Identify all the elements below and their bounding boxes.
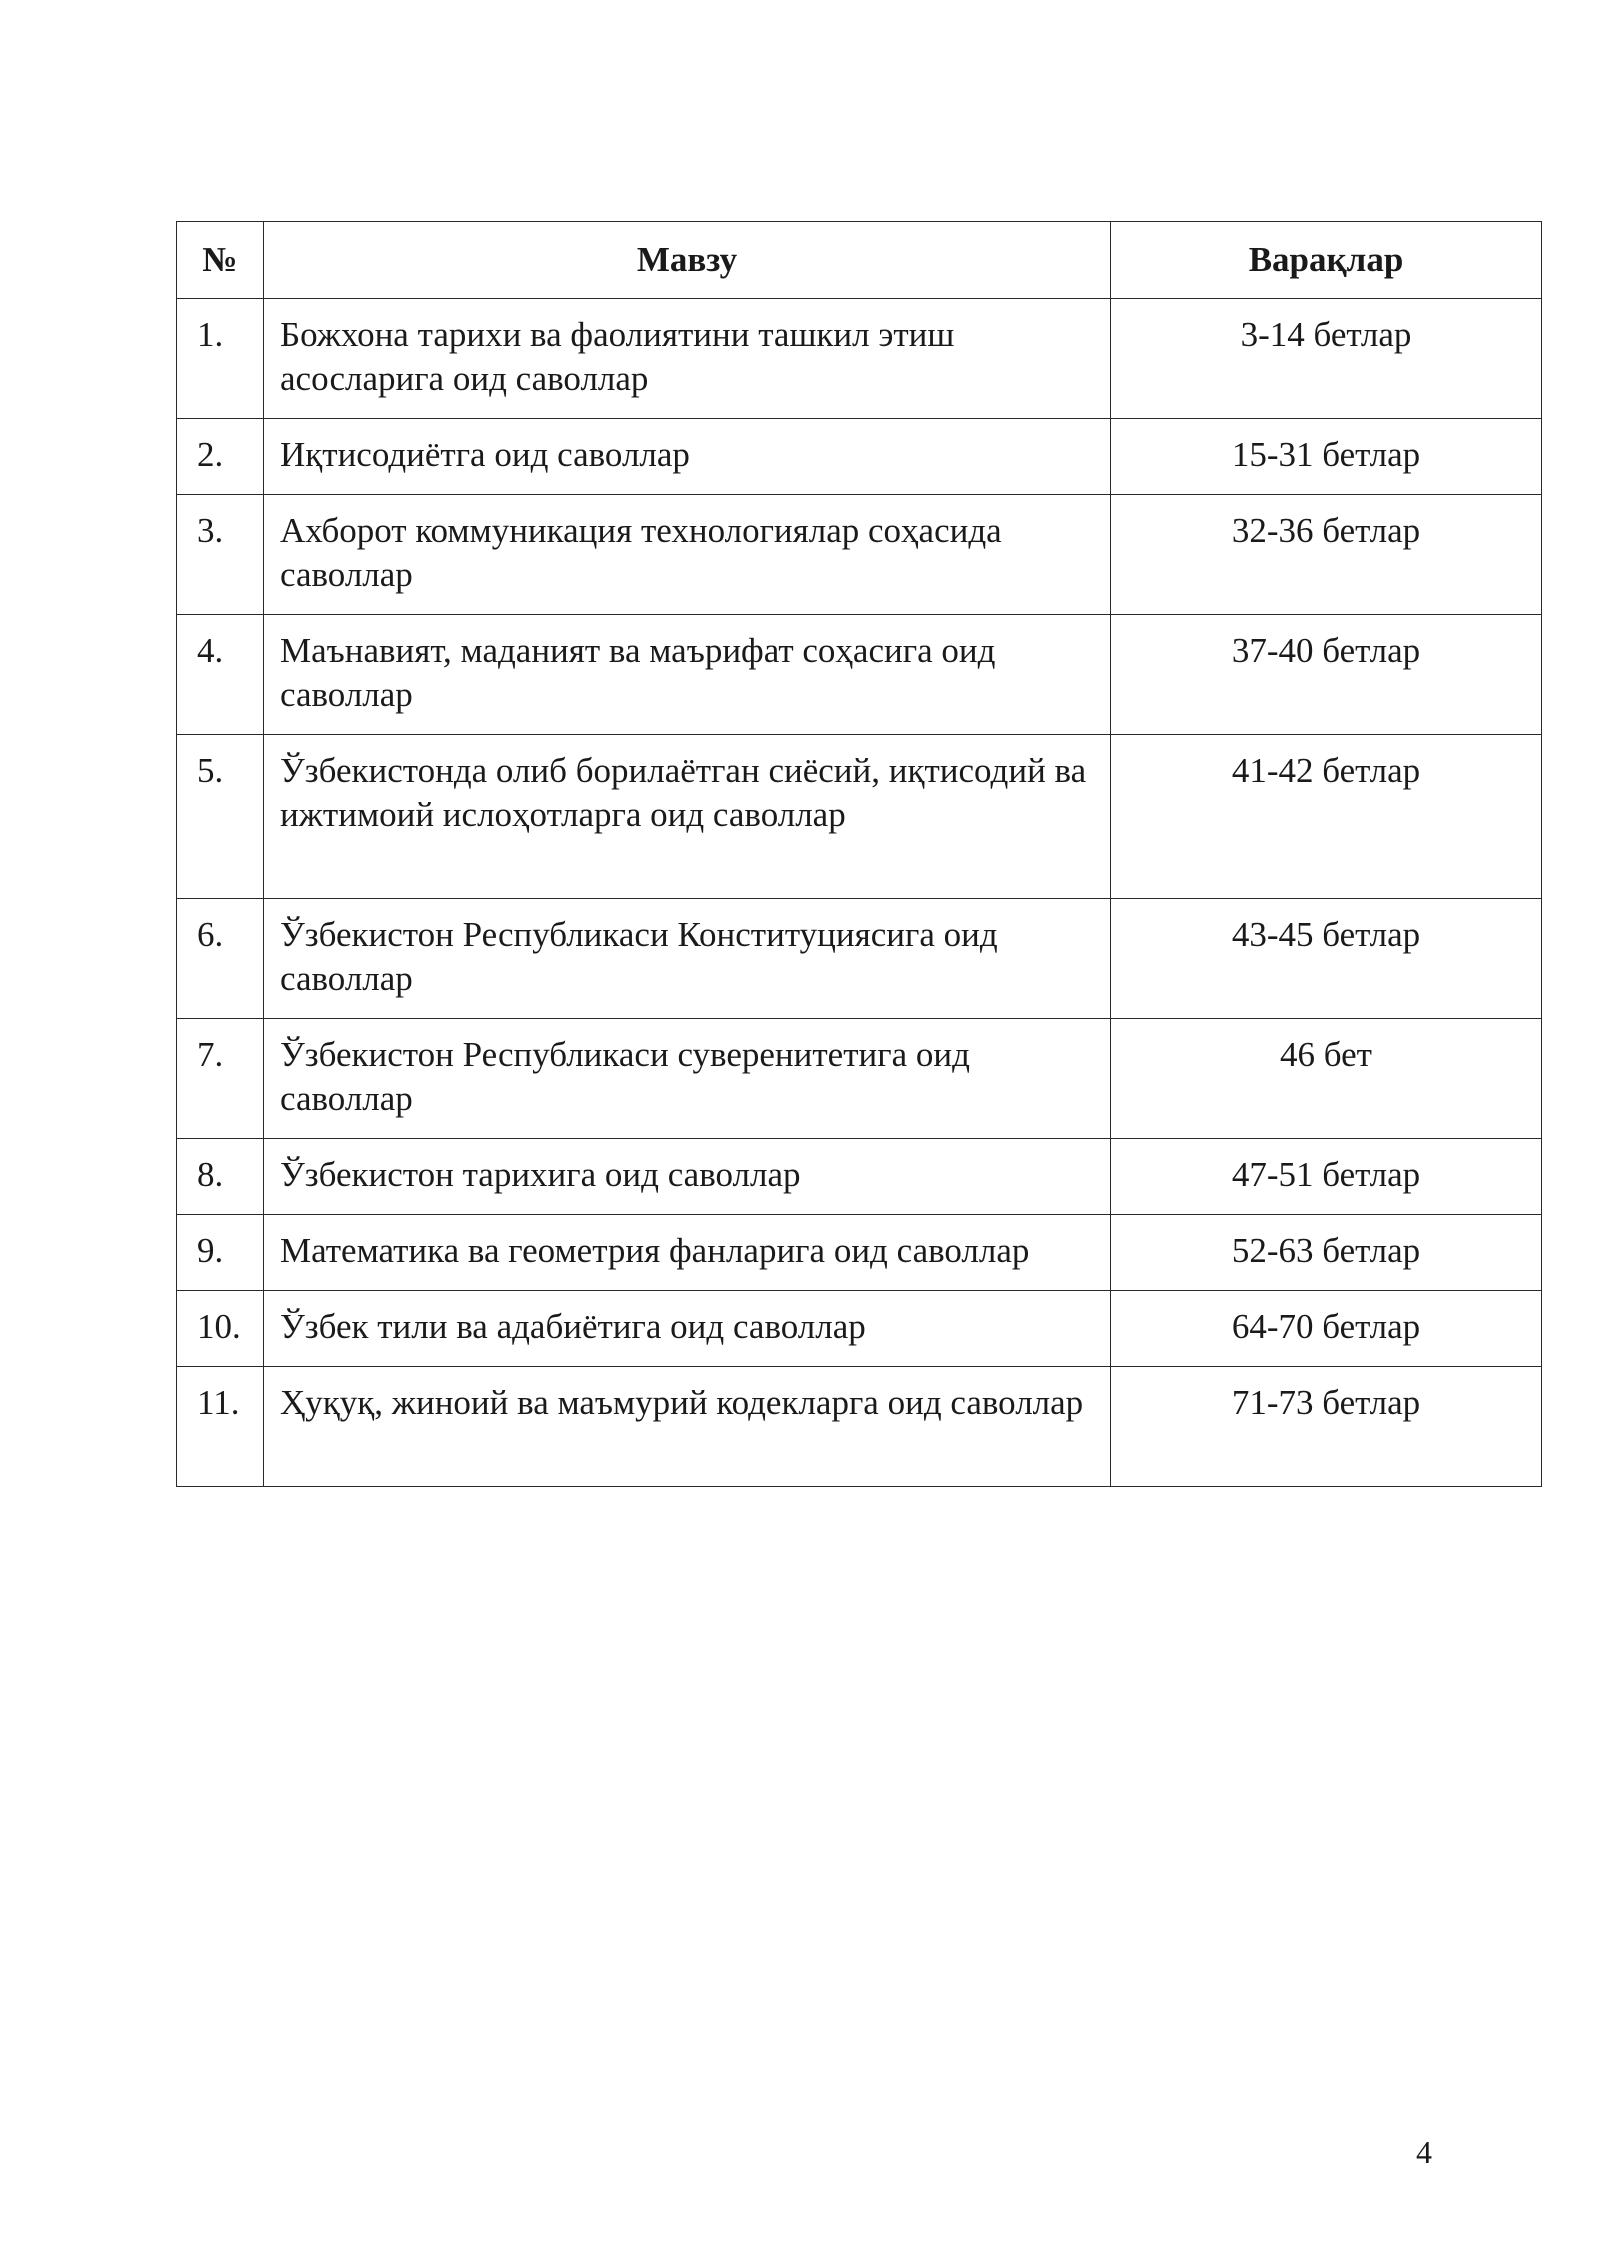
contents-table bbox=[176, 221, 1542, 1487]
row-topic: Божхона тарихи ва фаолиятини ташкил этиш асосларига оид саволлар bbox=[264, 299, 1111, 419]
row-topic: Ўзбекистон тарихига оид саволлар bbox=[264, 1139, 1111, 1215]
table-row bbox=[177, 615, 1542, 735]
row-number: 4. bbox=[177, 615, 264, 735]
table-row bbox=[177, 1215, 1542, 1291]
row-pages: 71-73 бетлар bbox=[1111, 1367, 1542, 1487]
row-topic: Ўзбек тили ва адабиётига оид саволлар bbox=[264, 1291, 1111, 1367]
table-row bbox=[177, 1019, 1542, 1139]
row-number: 3. bbox=[177, 495, 264, 615]
table-row bbox=[177, 1291, 1542, 1367]
table-row bbox=[177, 1139, 1542, 1215]
row-pages: 32-36 бетлар bbox=[1111, 495, 1542, 615]
row-number: 5. bbox=[177, 735, 264, 899]
row-number: 1. bbox=[177, 299, 264, 419]
row-topic: Иқтисодиётга оид саволлар bbox=[264, 419, 1111, 495]
row-topic: Ўзбекистон Республикаси суверенитетига оид саволлар bbox=[264, 1019, 1111, 1139]
table-header-row bbox=[177, 222, 1542, 299]
row-number: 11. bbox=[177, 1367, 264, 1487]
row-topic: Маънавият, маданият ва маърифат соҳасига оид саволлар bbox=[264, 615, 1111, 735]
row-pages: 37-40 бетлар bbox=[1111, 615, 1542, 735]
row-topic: Ахборот коммуникация технологиялар соҳасида саволлар bbox=[264, 495, 1111, 615]
row-topic: Ҳуқуқ, жиноий ва маъмурий кодекларга оид саволлар bbox=[264, 1367, 1111, 1487]
row-number: 7. bbox=[177, 1019, 264, 1139]
header-number: № bbox=[177, 222, 264, 299]
row-number: 9. bbox=[177, 1215, 264, 1291]
row-pages: 46 бет bbox=[1111, 1019, 1542, 1139]
header-topic: Мавзу bbox=[264, 222, 1111, 299]
table-row bbox=[177, 735, 1542, 899]
header-pages: Варақлар bbox=[1111, 222, 1542, 299]
row-pages: 43-45 бетлар bbox=[1111, 899, 1542, 1019]
row-number: 10. bbox=[177, 1291, 264, 1367]
row-topic: Ўзбекистонда олиб борилаётган сиёсий, иқтисодий ва ижтимоий ислоҳотларга оид саволлар bbox=[264, 735, 1111, 899]
row-pages: 64-70 бетлар bbox=[1111, 1291, 1542, 1367]
row-topic: Ўзбекистон Республикаси Конституциясига оид саволлар bbox=[264, 899, 1111, 1019]
table-row bbox=[177, 299, 1542, 419]
table-row bbox=[177, 419, 1542, 495]
row-topic: Математика ва геометрия фанларига оид саволлар bbox=[264, 1215, 1111, 1291]
row-pages: 41-42 бетлар bbox=[1111, 735, 1542, 899]
page-number: 4 bbox=[1416, 2134, 1432, 2170]
row-number: 2. bbox=[177, 419, 264, 495]
row-pages: 3-14 бетлар bbox=[1111, 299, 1542, 419]
table-row bbox=[177, 495, 1542, 615]
row-number: 6. bbox=[177, 899, 264, 1019]
row-pages: 52-63 бетлар bbox=[1111, 1215, 1542, 1291]
table-row bbox=[177, 1367, 1542, 1487]
row-number: 8. bbox=[177, 1139, 264, 1215]
row-pages: 47-51 бетлар bbox=[1111, 1139, 1542, 1215]
table-row bbox=[177, 899, 1542, 1019]
row-pages: 15-31 бетлар bbox=[1111, 419, 1542, 495]
